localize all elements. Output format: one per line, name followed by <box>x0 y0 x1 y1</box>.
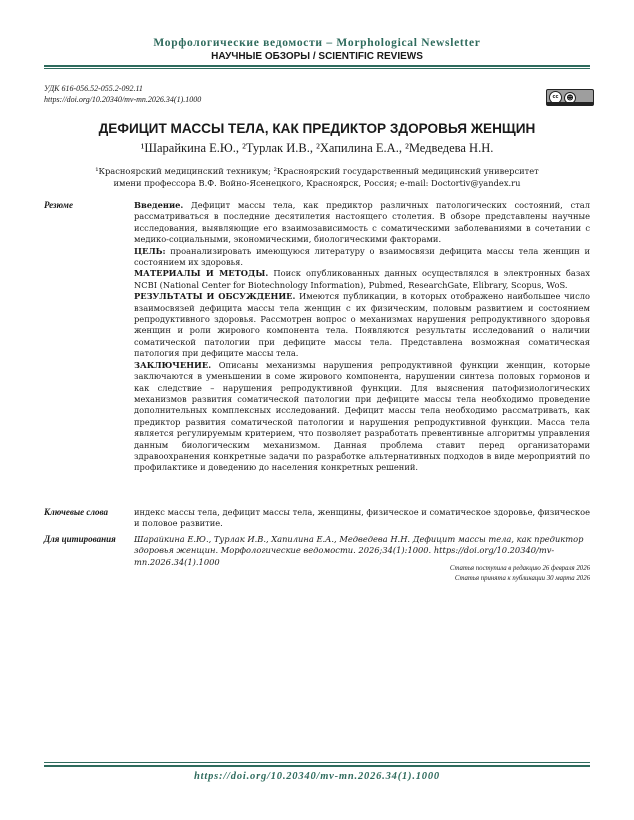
journal-title: Морфологические ведомости – Morphological Newsletter <box>153 37 481 49</box>
aim-text: проанализировать имеющуюся литературу о взаимосвязи дефицита массы тела женщин и состоянием их здоровья. <box>134 245 590 268</box>
abstract-body <box>134 200 590 474</box>
udk-code: УДК 616-056.52-055.2-092.11 <box>44 84 143 93</box>
author-list: ¹Шарайкина Е.Ю., ²Турлак И.В., ²Хапилина Е.А., ²Медведева Н.Н. <box>140 141 494 155</box>
keywords-label: Ключевые слова <box>44 507 108 517</box>
creative-commons-icon: cc <box>549 91 562 104</box>
footer-rule <box>44 765 590 767</box>
section-title: НАУЧНЫЕ ОБЗОРЫ / SCIENTIFIC REVIEWS <box>211 51 423 62</box>
abstract-intro <box>134 200 590 246</box>
intro-heading: Введение. <box>134 200 184 210</box>
attribution-person-icon: ☻ <box>564 92 576 104</box>
abstract-results <box>134 291 590 359</box>
results-text: Имеются публикации, в которых отображено наибольшее число взаимосвязей дефицита массы тела женщин с их физическим, половым развитием и состоянием репродуктивного здоровья. Рассмотрен вопрос о механизмах нарушения репродуктивного здоровья женщин и роли жирового компонента тела. Появляются результаты исследований о наличии соматической патологии при дефиците массы тела. Представлена возможная соматическая патология при дефиците массы тела. <box>134 291 590 359</box>
conclusion-text: Описаны механизмы нарушения репродуктивной функции женщин, которые заключаются в уменьшении в соме жирового компонента, нарушении синтеза половых гормонов и как следствие – нарушения репродуктивной функции. Для выяснения патофизиологических механизмов развития соматической патологии при дефиците массы тела необходимо проведение дополнительных комплексных исследований. Дефицит массы тела необходимо рассматривать, как предиктор развития соматической патологии и нарушения репродуктивной функции. Масса тела является регулируемым критерием, что позволяет разработать превентивные алгоритмы управления данным биологическим механизмом. Данная проблема ставит перед организаторами здравоохранения конкретные задачи по разработке альтернативных подходов в виде мероприятий по профилактике и доведению до населения конкретных решений. <box>134 359 590 473</box>
cc-license-badge[interactable] <box>546 89 594 106</box>
license-label <box>547 102 593 105</box>
article-title: ДЕФИЦИТ МАССЫ ТЕЛА, КАК ПРЕДИКТОР ЗДОРОВЬЯ ЖЕНЩИН <box>98 121 536 136</box>
abstract-methods <box>134 268 590 291</box>
affiliation: ¹Красноярский медицинский техникум; ²Красноярский государственный медицинский университет имени профессора В.Ф. Войно-Ясенецкого, Красноярск, Россия; e-mail: Doctortiv@yandex.ru <box>95 166 539 188</box>
methods-heading: МАТЕРИАЛЫ И МЕТОДЫ. <box>134 268 269 279</box>
aim-heading: ЦЕЛЬ: <box>134 245 166 256</box>
footer-rule-thin <box>44 762 590 763</box>
footer-doi-link[interactable]: https://doi.org/10.20340/mv-mn.2026.34(1).1000 <box>194 771 440 782</box>
results-heading: РЕЗУЛЬТАТЫ И ОБСУЖДЕНИЕ. <box>134 291 296 302</box>
abstract-aim <box>134 246 590 269</box>
abstract-label: Резюме <box>44 200 73 210</box>
citation-text: Шарайкина Е.Ю., Турлак И.В., Хапилина Е.А., Медведева Н.Н. Дефицит массы тела, как предиктор здоровья женщин. Морфологические ведомости. 2026;34(1):1000. https://doi.org/10.20340/mv-mn.2026.34(1).1000 <box>134 534 584 567</box>
header-rule <box>44 65 590 67</box>
doi-link[interactable]: https://doi.org/10.20340/mv-mn.2026.34(1).1000 <box>44 95 202 104</box>
intro-text: Дефицит массы тела, как предиктор различных патологических состояний, стал рассматриваться в последние десятилетия настоящего столетия. В обзоре представлены научные исследования, выявляющие его взаимозависимость с соматическими заболеваниями в сочетании с медико-социальными, экономическими, биологическими факторами. <box>134 200 590 245</box>
received-date: Статья поступила в редакцию 26 февраля 2026 <box>449 565 590 572</box>
accepted-date: Статья принята к публикации 30 марта 2026 <box>454 575 590 582</box>
abstract-conclusion <box>134 360 590 474</box>
header-rule-thin <box>44 68 590 69</box>
keywords-text: индекс массы тела, дефицит массы тела, женщины, физическое и соматическое здоровье, физическое и половое развитие. <box>134 507 590 529</box>
methods-text: Поиск опубликованных данных осуществлялся в электронных базах NCBI (National Center for Biotechnology Information), Pubmed, ResearchGate, Elibrary, Scopus, WoS. <box>134 268 590 290</box>
conclusion-heading: ЗАКЛЮЧЕНИЕ. <box>134 359 212 370</box>
citation-label: Для цитирования <box>44 534 116 544</box>
